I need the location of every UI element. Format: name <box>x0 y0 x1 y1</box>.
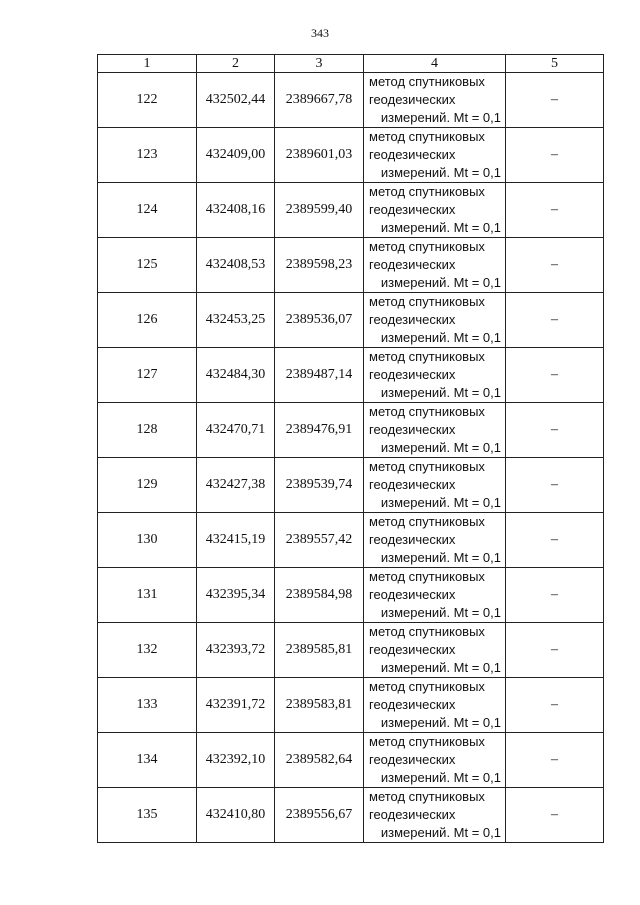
table-row <box>98 73 604 128</box>
point-number-cell: 128 <box>98 403 197 458</box>
x-coordinate-cell: 432408,53 <box>197 238 275 293</box>
point-number-cell: 123 <box>98 128 197 183</box>
method-line: метод спутниковых <box>369 789 485 804</box>
method-cell <box>364 238 506 293</box>
method-cell <box>364 623 506 678</box>
method-line: измерений. Mt = 0,1 <box>380 660 501 675</box>
method-cell <box>364 458 506 513</box>
method-line: метод спутниковых <box>369 294 485 309</box>
point-number-cell: 133 <box>98 678 197 733</box>
y-coordinate-cell: 2389487,14 <box>275 348 364 403</box>
x-coordinate-cell: 432453,25 <box>197 293 275 348</box>
method-line: геодезических <box>369 477 456 492</box>
table-row <box>98 403 604 458</box>
method-line: измерений. Mt = 0,1 <box>380 495 501 510</box>
method-cell <box>364 73 506 128</box>
note-cell: – <box>506 73 604 128</box>
point-number-cell: 125 <box>98 238 197 293</box>
x-coordinate-cell: 432395,34 <box>197 568 275 623</box>
coordinates-table <box>97 54 604 843</box>
note-cell: – <box>506 568 604 623</box>
table-row <box>98 733 604 788</box>
header-col-5: 5 <box>506 55 604 73</box>
method-line: измерений. Mt = 0,1 <box>380 385 501 400</box>
table-row <box>98 293 604 348</box>
note-cell: – <box>506 623 604 678</box>
y-coordinate-cell: 2389476,91 <box>275 403 364 458</box>
method-line: метод спутниковых <box>369 404 485 419</box>
point-number-cell: 126 <box>98 293 197 348</box>
method-cell <box>364 183 506 238</box>
y-coordinate-cell: 2389585,81 <box>275 623 364 678</box>
note-cell: – <box>506 403 604 458</box>
y-coordinate-cell: 2389582,64 <box>275 733 364 788</box>
x-coordinate-cell: 432408,16 <box>197 183 275 238</box>
header-col-1: 1 <box>98 55 197 73</box>
point-number-cell: 122 <box>98 73 197 128</box>
note-cell: – <box>506 238 604 293</box>
method-line: измерений. Mt = 0,1 <box>380 715 501 730</box>
table-row <box>98 348 604 403</box>
method-line: метод спутниковых <box>369 129 485 144</box>
method-line: метод спутниковых <box>369 74 485 89</box>
table-row <box>98 458 604 513</box>
y-coordinate-cell: 2389601,03 <box>275 128 364 183</box>
method-line: метод спутниковых <box>369 569 485 584</box>
method-cell <box>364 513 506 568</box>
method-line: измерений. Mt = 0,1 <box>380 275 501 290</box>
note-cell: – <box>506 293 604 348</box>
table-row <box>98 238 604 293</box>
method-line: измерений. Mt = 0,1 <box>380 550 501 565</box>
x-coordinate-cell: 432502,44 <box>197 73 275 128</box>
method-line: метод спутниковых <box>369 349 485 364</box>
point-number-cell: 124 <box>98 183 197 238</box>
y-coordinate-cell: 2389583,81 <box>275 678 364 733</box>
method-cell <box>364 568 506 623</box>
x-coordinate-cell: 432415,19 <box>197 513 275 568</box>
point-number-cell: 129 <box>98 458 197 513</box>
y-coordinate-cell: 2389536,07 <box>275 293 364 348</box>
point-number-cell: 135 <box>98 788 197 843</box>
y-coordinate-cell: 2389599,40 <box>275 183 364 238</box>
y-coordinate-cell: 2389667,78 <box>275 73 364 128</box>
method-line: геодезических <box>369 532 456 547</box>
note-cell: – <box>506 788 604 843</box>
method-line: геодезических <box>369 257 456 272</box>
point-number-cell: 134 <box>98 733 197 788</box>
method-line: метод спутниковых <box>369 624 485 639</box>
method-cell <box>364 348 506 403</box>
table-row <box>98 623 604 678</box>
header-col-4: 4 <box>364 55 506 73</box>
method-line: геодезических <box>369 312 456 327</box>
method-line: метод спутниковых <box>369 679 485 694</box>
header-row <box>98 55 604 73</box>
page-number: 343 <box>311 26 329 40</box>
method-line: геодезических <box>369 807 456 822</box>
table-row <box>98 568 604 623</box>
method-line: метод спутниковых <box>369 184 485 199</box>
x-coordinate-cell: 432484,30 <box>197 348 275 403</box>
header-col-2: 2 <box>197 55 275 73</box>
method-line: измерений. Mt = 0,1 <box>380 770 501 785</box>
table-row <box>98 128 604 183</box>
method-line: геодезических <box>369 642 456 657</box>
method-line: измерений. Mt = 0,1 <box>380 605 501 620</box>
method-line: измерений. Mt = 0,1 <box>380 825 501 840</box>
point-number-cell: 132 <box>98 623 197 678</box>
method-cell <box>364 678 506 733</box>
method-line: геодезических <box>369 422 456 437</box>
method-line: геодезических <box>369 147 456 162</box>
method-line: измерений. Mt = 0,1 <box>380 440 501 455</box>
y-coordinate-cell: 2389557,42 <box>275 513 364 568</box>
y-coordinate-cell: 2389584,98 <box>275 568 364 623</box>
method-line: метод спутниковых <box>369 514 485 529</box>
method-cell <box>364 128 506 183</box>
note-cell: – <box>506 183 604 238</box>
x-coordinate-cell: 432427,38 <box>197 458 275 513</box>
method-line: измерений. Mt = 0,1 <box>380 110 501 125</box>
method-cell <box>364 733 506 788</box>
table-row <box>98 678 604 733</box>
note-cell: – <box>506 678 604 733</box>
method-line: метод спутниковых <box>369 734 485 749</box>
y-coordinate-cell: 2389598,23 <box>275 238 364 293</box>
table-row <box>98 788 604 843</box>
method-line: метод спутниковых <box>369 459 485 474</box>
method-line: измерений. Mt = 0,1 <box>380 330 501 345</box>
note-cell: – <box>506 458 604 513</box>
method-line: геодезических <box>369 752 456 767</box>
x-coordinate-cell: 432410,80 <box>197 788 275 843</box>
method-line: геодезических <box>369 587 456 602</box>
method-line: геодезических <box>369 367 456 382</box>
point-number-cell: 127 <box>98 348 197 403</box>
point-number-cell: 131 <box>98 568 197 623</box>
method-line: геодезических <box>369 92 456 107</box>
header-col-3: 3 <box>275 55 364 73</box>
method-line: метод спутниковых <box>369 239 485 254</box>
method-cell <box>364 788 506 843</box>
table-row <box>98 513 604 568</box>
x-coordinate-cell: 432470,71 <box>197 403 275 458</box>
x-coordinate-cell: 432391,72 <box>197 678 275 733</box>
x-coordinate-cell: 432409,00 <box>197 128 275 183</box>
method-line: геодезических <box>369 202 456 217</box>
note-cell: – <box>506 733 604 788</box>
note-cell: – <box>506 513 604 568</box>
note-cell: – <box>506 348 604 403</box>
method-line: геодезических <box>369 697 456 712</box>
method-line: измерений. Mt = 0,1 <box>380 165 501 180</box>
x-coordinate-cell: 432393,72 <box>197 623 275 678</box>
y-coordinate-cell: 2389539,74 <box>275 458 364 513</box>
table-body <box>98 73 604 843</box>
table-row <box>98 183 604 238</box>
method-cell <box>364 293 506 348</box>
y-coordinate-cell: 2389556,67 <box>275 788 364 843</box>
note-cell: – <box>506 128 604 183</box>
table-header <box>98 55 604 73</box>
x-coordinate-cell: 432392,10 <box>197 733 275 788</box>
point-number-cell: 130 <box>98 513 197 568</box>
method-line: измерений. Mt = 0,1 <box>380 220 501 235</box>
method-cell <box>364 403 506 458</box>
